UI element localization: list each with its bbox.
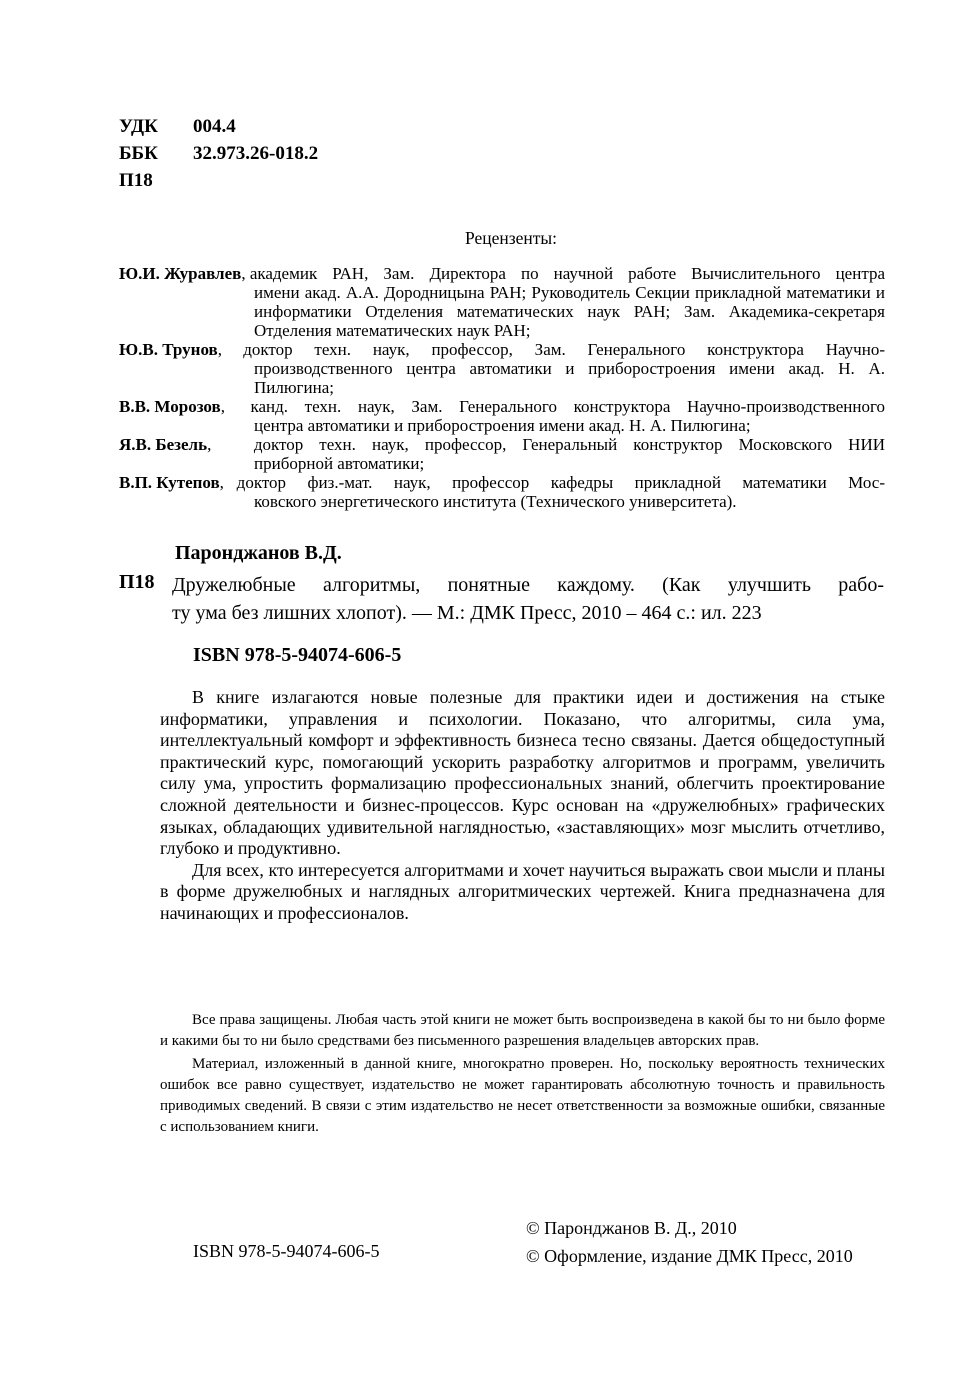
reviewer-description: академик РАН, Зам. Директора по научной работе Вычислительного центра bbox=[249, 264, 885, 283]
catalog-author: Паронджанов В.Д. bbox=[175, 542, 342, 564]
reviewer-description: канд. техн. наук, Зам. Генерального конструктора Научно-производственного bbox=[250, 397, 885, 416]
reviewer-separator: , bbox=[220, 397, 225, 416]
reviewer-description-continued: приборной автоматики; bbox=[254, 454, 425, 473]
reviewer-description-continued: ковского энергетического института (Технического университета). bbox=[254, 492, 737, 511]
author-mark-label: П18 bbox=[119, 169, 153, 191]
reviewers-heading: Рецензенты: bbox=[464, 228, 558, 248]
copyright-publisher: © Оформление, издание ДМК Пресс, 2010 bbox=[526, 1246, 853, 1266]
annotation-paragraph: Для всех, кто интересуется алгоритмами и хочет научиться выражать свои мысли и планы в форме дружелюбных и наглядных алгоритмических чертежей. Книга предназначена для начинающих и профессионалов. bbox=[160, 859, 885, 923]
reviewer-entry bbox=[119, 340, 885, 397]
bbk-value: 32.973.26-018.2 bbox=[193, 142, 319, 164]
bbk-label: ББК bbox=[119, 142, 158, 164]
rights-paragraph: Материал, изложенный в данной книге, многократно проверен. Но, поскольку вероятность технических ошибок все равно существует, издательство не может гарантировать абсолютную точность и правильность приводимых сведений. В связи с этим издательство не несет ответственности за возможные ошибки, связанные с использованием книги. bbox=[160, 1056, 885, 1135]
catalog-code: П18 bbox=[119, 571, 155, 593]
classification-codes bbox=[119, 113, 318, 194]
reviewer-description: доктор техн. наук, профессор, Генеральный конструктор Московского НИИ bbox=[253, 435, 885, 454]
author-mark-row bbox=[119, 167, 318, 194]
bbk-row bbox=[119, 140, 318, 167]
catalog-isbn: ISBN 978-5-94074-606-5 bbox=[193, 644, 402, 666]
reviewer-description-continued: центра автоматики и приборостроения имени акад. Н. А. Пилюгина; bbox=[254, 416, 751, 435]
reviewer-description-continued: производственного центра автоматики и приборостроения имени акад. Н. А. Пилюгина; bbox=[254, 359, 885, 397]
reviewer-name: Ю.В. Трунов bbox=[119, 340, 218, 359]
rights-paragraph: Все права защищены. Любая часть этой книги не может быть воспроизведена в какой бы то ни было форме и какими бы то ни было средствами без письменного разрешения владельцев авторских прав. bbox=[160, 1012, 885, 1049]
reviewer-entry bbox=[119, 435, 885, 473]
reviewer-separator: , bbox=[207, 435, 212, 454]
reviewer-entry bbox=[119, 264, 885, 340]
reviewer-separator: , bbox=[217, 340, 222, 359]
reviewer-entry bbox=[119, 473, 885, 511]
catalog-description-line: ту ума без лишних хлопот). — М.: ДМК Пресс, 2010 – 464 с.: ил. 223 bbox=[172, 602, 762, 624]
reviewers-list bbox=[119, 264, 885, 511]
reviewer-description: доктор физ.-мат. наук, профессор кафедры прикладной математики Мос- bbox=[236, 473, 885, 492]
catalog-description-line: Дружелюбные алгоритмы, понятные каждому. (Как улучшить рабо- bbox=[172, 574, 884, 596]
copyright-block bbox=[526, 1214, 853, 1270]
udk-row bbox=[119, 113, 318, 140]
rights-notice bbox=[160, 1010, 885, 1140]
footer-isbn: ISBN 978-5-94074-606-5 bbox=[193, 1241, 380, 1261]
annotation bbox=[160, 687, 885, 925]
reviewer-name: Я.В. Безель bbox=[119, 435, 208, 454]
reviewer-description-continued: имени акад. А.А. Дородницына РАН; Руководитель Секции прикладной математики и информатики Отделения математических наук РАН; Зам. Академика-секретаря Отделения математических наук РАН; bbox=[254, 283, 885, 340]
annotation-paragraph: В книге излагаются новые полезные для практики идеи и достижения на стыке информатики, управления и психологии. Показано, что алгоритмы, сила ума, интеллектуальный комфорт и эффективность бизнеса тесно связаны. Дается общедоступный практический курс, помогающий ускорить разработку алгоритмов и программ, увеличить силу ума, упростить формализацию профессиональных знаний, облегчить проектирование сложной деятельности и бизнес-процессов. Курс основан на «дружелюбных» графических языках, обладающих удивительной наглядностью, «заставляющих» мозг мыслить отчетливо, глубоко и продуктивно. bbox=[160, 687, 885, 859]
reviewer-separator: , bbox=[241, 264, 246, 283]
udk-value: 004.4 bbox=[193, 115, 236, 137]
catalog-description bbox=[172, 571, 884, 627]
reviewer-name: Ю.И. Журавлев bbox=[119, 264, 242, 283]
reviewer-entry bbox=[119, 397, 885, 435]
udk-label: УДК bbox=[119, 115, 158, 137]
copyright-author: © Паронджанов В. Д., 2010 bbox=[526, 1218, 737, 1238]
reviewer-name: В.П. Кутепов bbox=[119, 473, 220, 492]
reviewer-separator: , bbox=[219, 473, 224, 492]
reviewer-name: В.В. Морозов bbox=[119, 397, 221, 416]
reviewer-description: доктор техн. наук, профессор, Зам. Генерального конструктора Научно- bbox=[243, 340, 885, 359]
